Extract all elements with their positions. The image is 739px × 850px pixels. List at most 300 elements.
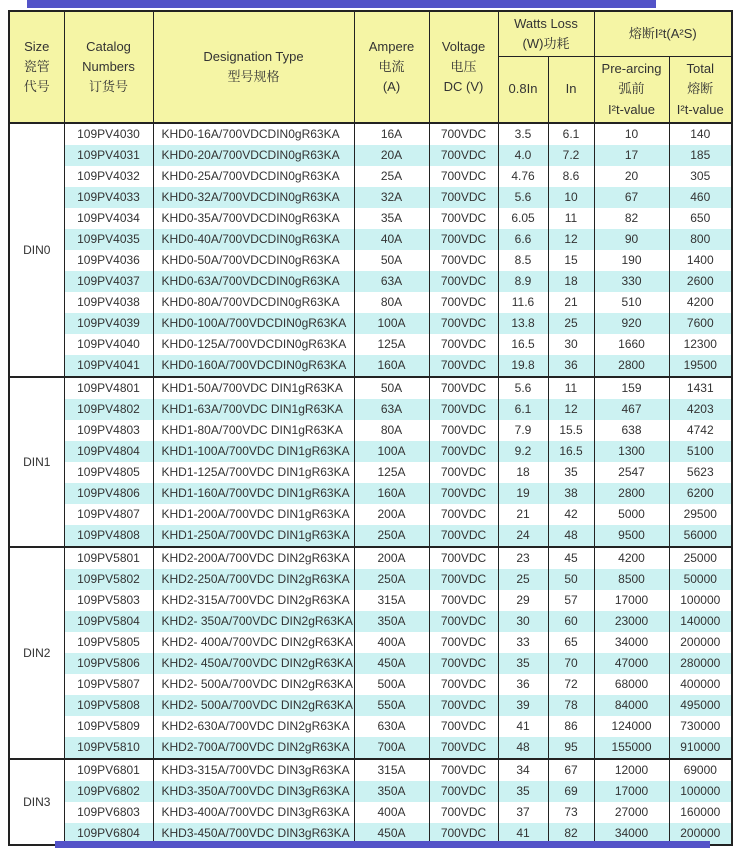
watts-loss-in-cell: 95 bbox=[548, 737, 594, 759]
watts-loss-0.8in-cell: 5.6 bbox=[498, 187, 548, 208]
header-line: Voltage bbox=[441, 38, 486, 54]
voltage-cell: 700VDC bbox=[429, 525, 498, 547]
header-line: 瓷管 bbox=[23, 58, 50, 74]
voltage-cell: 700VDC bbox=[429, 355, 498, 377]
header-line: 熔断I²t(A²S) bbox=[628, 26, 697, 42]
ampere-cell: 40A bbox=[354, 229, 429, 250]
ampere-cell: 350A bbox=[354, 611, 429, 632]
pre-arcing-i2t-cell: 17000 bbox=[594, 781, 669, 802]
voltage-cell: 700VDC bbox=[429, 292, 498, 313]
table-row bbox=[9, 166, 732, 187]
table-row bbox=[9, 292, 732, 313]
watts-loss-0.8in-cell: 8.5 bbox=[498, 250, 548, 271]
pre-arcing-i2t-cell: 2547 bbox=[594, 462, 669, 483]
total-i2t-cell: 185 bbox=[669, 145, 732, 166]
pre-arcing-i2t-cell: 23000 bbox=[594, 611, 669, 632]
watts-loss-0.8in-cell: 18 bbox=[498, 462, 548, 483]
catalog-number-cell: 109PV4807 bbox=[64, 504, 153, 525]
col-header-voltage bbox=[429, 11, 498, 123]
ampere-cell: 350A bbox=[354, 781, 429, 802]
catalog-number-cell: 109PV4806 bbox=[64, 483, 153, 504]
table-row bbox=[9, 250, 732, 271]
designation-cell: KHD0-63A/700VDCDIN0gR63KA bbox=[153, 271, 354, 292]
pre-arcing-i2t-cell: 4200 bbox=[594, 547, 669, 569]
watts-loss-0.8in-cell: 4.76 bbox=[498, 166, 548, 187]
pre-arcing-i2t-cell: 12000 bbox=[594, 759, 669, 781]
header-line: 0.8In bbox=[508, 81, 538, 97]
designation-cell: KHD1-250A/700VDC DIN1gR63KA bbox=[153, 525, 354, 547]
voltage-cell: 700VDC bbox=[429, 504, 498, 525]
watts-loss-in-cell: 36 bbox=[548, 355, 594, 377]
ampere-cell: 400A bbox=[354, 632, 429, 653]
catalog-number-cell: 109PV4039 bbox=[64, 313, 153, 334]
watts-loss-in-cell: 65 bbox=[548, 632, 594, 653]
watts-loss-in-cell: 73 bbox=[548, 802, 594, 823]
designation-cell: KHD2- 500A/700VDC DIN2gR63KA bbox=[153, 674, 354, 695]
pre-arcing-i2t-cell: 8500 bbox=[594, 569, 669, 590]
header-line: Numbers bbox=[82, 58, 135, 74]
watts-loss-0.8in-cell: 11.6 bbox=[498, 292, 548, 313]
catalog-number-cell: 109PV5804 bbox=[64, 611, 153, 632]
watts-loss-in-cell: 60 bbox=[548, 611, 594, 632]
catalog-number-cell: 109PV4041 bbox=[64, 355, 153, 377]
total-i2t-cell: 56000 bbox=[669, 525, 732, 547]
table-row bbox=[9, 632, 732, 653]
table-row bbox=[9, 547, 732, 569]
total-i2t-cell: 910000 bbox=[669, 737, 732, 759]
total-i2t-cell: 140 bbox=[669, 123, 732, 145]
top-accent-bar bbox=[27, 0, 656, 8]
designation-cell: KHD0-32A/700VDCDIN0gR63KA bbox=[153, 187, 354, 208]
watts-loss-in-cell: 42 bbox=[548, 504, 594, 525]
pre-arcing-i2t-cell: 34000 bbox=[594, 823, 669, 845]
designation-cell: KHD2- 450A/700VDC DIN2gR63KA bbox=[153, 653, 354, 674]
ampere-cell: 500A bbox=[354, 674, 429, 695]
designation-cell: KHD0-160A/700VDCDIN0gR63KA bbox=[153, 355, 354, 377]
pre-arcing-i2t-cell: 90 bbox=[594, 229, 669, 250]
watts-loss-0.8in-cell: 6.6 bbox=[498, 229, 548, 250]
pre-arcing-i2t-cell: 20 bbox=[594, 166, 669, 187]
voltage-cell: 700VDC bbox=[429, 759, 498, 781]
watts-loss-in-cell: 18 bbox=[548, 271, 594, 292]
table-row bbox=[9, 229, 732, 250]
header-line: 型号规格 bbox=[227, 68, 280, 84]
header-line: In bbox=[565, 81, 577, 97]
watts-loss-in-cell: 78 bbox=[548, 695, 594, 716]
table-row bbox=[9, 334, 732, 355]
ampere-cell: 100A bbox=[354, 313, 429, 334]
watts-loss-0.8in-cell: 23 bbox=[498, 547, 548, 569]
pre-arcing-i2t-cell: 1300 bbox=[594, 441, 669, 462]
watts-loss-0.8in-cell: 35 bbox=[498, 653, 548, 674]
total-i2t-cell: 160000 bbox=[669, 802, 732, 823]
catalog-number-cell: 109PV5801 bbox=[64, 547, 153, 569]
watts-loss-in-cell: 57 bbox=[548, 590, 594, 611]
watts-loss-in-cell: 12 bbox=[548, 229, 594, 250]
pre-arcing-i2t-cell: 467 bbox=[594, 399, 669, 420]
total-i2t-cell: 6200 bbox=[669, 483, 732, 504]
table-row bbox=[9, 759, 732, 781]
pre-arcing-i2t-cell: 155000 bbox=[594, 737, 669, 759]
watts-loss-0.8in-cell: 6.1 bbox=[498, 399, 548, 420]
voltage-cell: 700VDC bbox=[429, 695, 498, 716]
watts-loss-in-cell: 11 bbox=[548, 208, 594, 229]
designation-cell: KHD1-125A/700VDC DIN1gR63KA bbox=[153, 462, 354, 483]
watts-loss-in-cell: 50 bbox=[548, 569, 594, 590]
table-row bbox=[9, 695, 732, 716]
ampere-cell: 630A bbox=[354, 716, 429, 737]
catalog-number-cell: 109PV4805 bbox=[64, 462, 153, 483]
ampere-cell: 200A bbox=[354, 504, 429, 525]
ampere-cell: 315A bbox=[354, 759, 429, 781]
voltage-cell: 700VDC bbox=[429, 229, 498, 250]
catalog-number-cell: 109PV6801 bbox=[64, 759, 153, 781]
watts-loss-0.8in-cell: 24 bbox=[498, 525, 548, 547]
col-header-in bbox=[548, 57, 594, 123]
voltage-cell: 700VDC bbox=[429, 462, 498, 483]
pre-arcing-i2t-cell: 68000 bbox=[594, 674, 669, 695]
designation-cell: KHD1-200A/700VDC DIN1gR63KA bbox=[153, 504, 354, 525]
header-line: Designation Type bbox=[203, 48, 304, 64]
watts-loss-0.8in-cell: 3.5 bbox=[498, 123, 548, 145]
watts-loss-in-cell: 15.5 bbox=[548, 420, 594, 441]
header-line: Total bbox=[686, 61, 714, 77]
voltage-cell: 700VDC bbox=[429, 653, 498, 674]
watts-loss-0.8in-cell: 4.0 bbox=[498, 145, 548, 166]
table-row bbox=[9, 420, 732, 441]
header-line: 熔断 bbox=[687, 81, 714, 97]
table-row bbox=[9, 145, 732, 166]
designation-cell: KHD2-315A/700VDC DIN2gR63KA bbox=[153, 590, 354, 611]
total-i2t-cell: 4742 bbox=[669, 420, 732, 441]
designation-cell: KHD3-450A/700VDC DIN3gR63KA bbox=[153, 823, 354, 845]
table-row bbox=[9, 399, 732, 420]
pre-arcing-i2t-cell: 1660 bbox=[594, 334, 669, 355]
total-i2t-cell: 460 bbox=[669, 187, 732, 208]
header-line: I²t-value bbox=[676, 101, 724, 117]
pre-arcing-i2t-cell: 67 bbox=[594, 187, 669, 208]
ampere-cell: 25A bbox=[354, 166, 429, 187]
voltage-cell: 700VDC bbox=[429, 250, 498, 271]
ampere-cell: 80A bbox=[354, 292, 429, 313]
ampere-cell: 315A bbox=[354, 590, 429, 611]
pre-arcing-i2t-cell: 2800 bbox=[594, 355, 669, 377]
voltage-cell: 700VDC bbox=[429, 123, 498, 145]
pre-arcing-i2t-cell: 82 bbox=[594, 208, 669, 229]
header-line: 电压 bbox=[450, 58, 477, 74]
total-i2t-cell: 50000 bbox=[669, 569, 732, 590]
table-row bbox=[9, 737, 732, 759]
ampere-cell: 450A bbox=[354, 823, 429, 845]
catalog-number-cell: 109PV4038 bbox=[64, 292, 153, 313]
designation-cell: KHD0-35A/700VDCDIN0gR63KA bbox=[153, 208, 354, 229]
catalog-number-cell: 109PV4031 bbox=[64, 145, 153, 166]
watts-loss-0.8in-cell: 41 bbox=[498, 823, 548, 845]
catalog-number-cell: 109PV4035 bbox=[64, 229, 153, 250]
watts-loss-in-cell: 8.6 bbox=[548, 166, 594, 187]
designation-cell: KHD2-250A/700VDC DIN2gR63KA bbox=[153, 569, 354, 590]
watts-loss-in-cell: 35 bbox=[548, 462, 594, 483]
watts-loss-in-cell: 67 bbox=[548, 759, 594, 781]
pre-arcing-i2t-cell: 638 bbox=[594, 420, 669, 441]
designation-cell: KHD0-20A/700VDCDIN0gR63KA bbox=[153, 145, 354, 166]
total-i2t-cell: 19500 bbox=[669, 355, 732, 377]
catalog-number-cell: 109PV5809 bbox=[64, 716, 153, 737]
watts-loss-in-cell: 69 bbox=[548, 781, 594, 802]
pre-arcing-i2t-cell: 2800 bbox=[594, 483, 669, 504]
total-i2t-cell: 29500 bbox=[669, 504, 732, 525]
watts-loss-0.8in-cell: 8.9 bbox=[498, 271, 548, 292]
total-i2t-cell: 12300 bbox=[669, 334, 732, 355]
ampere-cell: 80A bbox=[354, 420, 429, 441]
catalog-number-cell: 109PV5806 bbox=[64, 653, 153, 674]
catalog-number-cell: 109PV4804 bbox=[64, 441, 153, 462]
header-line: Catalog bbox=[86, 38, 131, 54]
pre-arcing-i2t-cell: 330 bbox=[594, 271, 669, 292]
catalog-number-cell: 109PV5805 bbox=[64, 632, 153, 653]
pre-arcing-i2t-cell: 10 bbox=[594, 123, 669, 145]
total-i2t-cell: 400000 bbox=[669, 674, 732, 695]
pre-arcing-i2t-cell: 920 bbox=[594, 313, 669, 334]
table-row bbox=[9, 462, 732, 483]
catalog-number-cell: 109PV4034 bbox=[64, 208, 153, 229]
table-row bbox=[9, 590, 732, 611]
watts-loss-0.8in-cell: 33 bbox=[498, 632, 548, 653]
table-row bbox=[9, 525, 732, 547]
watts-loss-0.8in-cell: 25 bbox=[498, 569, 548, 590]
total-i2t-cell: 200000 bbox=[669, 632, 732, 653]
ampere-cell: 16A bbox=[354, 123, 429, 145]
catalog-number-cell: 109PV4040 bbox=[64, 334, 153, 355]
designation-cell: KHD2-630A/700VDC DIN2gR63KA bbox=[153, 716, 354, 737]
fuse-spec-table bbox=[8, 10, 733, 846]
total-i2t-cell: 200000 bbox=[669, 823, 732, 845]
watts-loss-0.8in-cell: 9.2 bbox=[498, 441, 548, 462]
catalog-number-cell: 109PV5810 bbox=[64, 737, 153, 759]
watts-loss-in-cell: 25 bbox=[548, 313, 594, 334]
watts-loss-0.8in-cell: 7.9 bbox=[498, 420, 548, 441]
watts-loss-0.8in-cell: 35 bbox=[498, 781, 548, 802]
pre-arcing-i2t-cell: 9500 bbox=[594, 525, 669, 547]
bottom-accent-bar bbox=[55, 841, 710, 848]
header-line: 代号 bbox=[23, 78, 50, 94]
voltage-cell: 700VDC bbox=[429, 441, 498, 462]
table-row bbox=[9, 653, 732, 674]
catalog-number-cell: 109PV4032 bbox=[64, 166, 153, 187]
voltage-cell: 700VDC bbox=[429, 823, 498, 845]
table-row bbox=[9, 504, 732, 525]
watts-loss-in-cell: 10 bbox=[548, 187, 594, 208]
table-row bbox=[9, 483, 732, 504]
watts-loss-0.8in-cell: 19.8 bbox=[498, 355, 548, 377]
watts-loss-in-cell: 45 bbox=[548, 547, 594, 569]
total-i2t-cell: 800 bbox=[669, 229, 732, 250]
table-row bbox=[9, 313, 732, 334]
watts-loss-0.8in-cell: 37 bbox=[498, 802, 548, 823]
size-section bbox=[9, 377, 732, 547]
catalog-number-cell: 109PV4036 bbox=[64, 250, 153, 271]
pre-arcing-i2t-cell: 124000 bbox=[594, 716, 669, 737]
catalog-number-cell: 109PV6802 bbox=[64, 781, 153, 802]
total-i2t-cell: 305 bbox=[669, 166, 732, 187]
size-cell: DIN3 bbox=[9, 759, 64, 845]
total-i2t-cell: 4203 bbox=[669, 399, 732, 420]
table-row bbox=[9, 716, 732, 737]
size-section bbox=[9, 123, 732, 377]
pre-arcing-i2t-cell: 84000 bbox=[594, 695, 669, 716]
catalog-number-cell: 109PV6803 bbox=[64, 802, 153, 823]
pre-arcing-i2t-cell: 159 bbox=[594, 377, 669, 399]
voltage-cell: 700VDC bbox=[429, 271, 498, 292]
designation-cell: KHD1-80A/700VDC DIN1gR63KA bbox=[153, 420, 354, 441]
watts-loss-in-cell: 21 bbox=[548, 292, 594, 313]
voltage-cell: 700VDC bbox=[429, 399, 498, 420]
pre-arcing-i2t-cell: 510 bbox=[594, 292, 669, 313]
voltage-cell: 700VDC bbox=[429, 547, 498, 569]
catalog-number-cell: 109PV4037 bbox=[64, 271, 153, 292]
total-i2t-cell: 5623 bbox=[669, 462, 732, 483]
designation-cell: KHD0-80A/700VDCDIN0gR63KA bbox=[153, 292, 354, 313]
group-header-watts-loss bbox=[498, 11, 594, 57]
total-i2t-cell: 100000 bbox=[669, 781, 732, 802]
watts-loss-in-cell: 6.1 bbox=[548, 123, 594, 145]
header-line: 电流 bbox=[378, 58, 405, 74]
voltage-cell: 700VDC bbox=[429, 208, 498, 229]
watts-loss-in-cell: 82 bbox=[548, 823, 594, 845]
group-header-i2t bbox=[594, 11, 732, 57]
ampere-cell: 50A bbox=[354, 377, 429, 399]
voltage-cell: 700VDC bbox=[429, 802, 498, 823]
voltage-cell: 700VDC bbox=[429, 737, 498, 759]
watts-loss-0.8in-cell: 5.6 bbox=[498, 377, 548, 399]
table-row bbox=[9, 123, 732, 145]
ampere-cell: 450A bbox=[354, 653, 429, 674]
total-i2t-cell: 1431 bbox=[669, 377, 732, 399]
designation-cell: KHD0-40A/700VDCDIN0gR63KA bbox=[153, 229, 354, 250]
col-header-pre-arcing bbox=[594, 57, 669, 123]
col-header-0.8in bbox=[498, 57, 548, 123]
watts-loss-0.8in-cell: 39 bbox=[498, 695, 548, 716]
designation-cell: KHD0-125A/700VDCDIN0gR63KA bbox=[153, 334, 354, 355]
table-row bbox=[9, 187, 732, 208]
table-row bbox=[9, 271, 732, 292]
col-header-ampere bbox=[354, 11, 429, 123]
designation-cell: KHD3-400A/700VDC DIN3gR63KA bbox=[153, 802, 354, 823]
catalog-number-cell: 109PV5808 bbox=[64, 695, 153, 716]
ampere-cell: 700A bbox=[354, 737, 429, 759]
total-i2t-cell: 730000 bbox=[669, 716, 732, 737]
ampere-cell: 125A bbox=[354, 462, 429, 483]
watts-loss-in-cell: 16.5 bbox=[548, 441, 594, 462]
table-row bbox=[9, 802, 732, 823]
col-header-designation bbox=[153, 11, 354, 123]
total-i2t-cell: 69000 bbox=[669, 759, 732, 781]
voltage-cell: 700VDC bbox=[429, 781, 498, 802]
voltage-cell: 700VDC bbox=[429, 569, 498, 590]
pre-arcing-i2t-cell: 34000 bbox=[594, 632, 669, 653]
watts-loss-0.8in-cell: 41 bbox=[498, 716, 548, 737]
ampere-cell: 160A bbox=[354, 355, 429, 377]
size-section bbox=[9, 759, 732, 845]
designation-cell: KHD1-160A/700VDC DIN1gR63KA bbox=[153, 483, 354, 504]
voltage-cell: 700VDC bbox=[429, 483, 498, 504]
ampere-cell: 400A bbox=[354, 802, 429, 823]
watts-loss-0.8in-cell: 13.8 bbox=[498, 313, 548, 334]
total-i2t-cell: 140000 bbox=[669, 611, 732, 632]
header-line: 弧前 bbox=[618, 81, 645, 97]
designation-cell: KHD2- 500A/700VDC DIN2gR63KA bbox=[153, 695, 354, 716]
voltage-cell: 700VDC bbox=[429, 674, 498, 695]
designation-cell: KHD1-100A/700VDC DIN1gR63KA bbox=[153, 441, 354, 462]
designation-cell: KHD0-100A/700VDCDIN0gR63KA bbox=[153, 313, 354, 334]
total-i2t-cell: 7600 bbox=[669, 313, 732, 334]
designation-cell: KHD1-50A/700VDC DIN1gR63KA bbox=[153, 377, 354, 399]
col-header-total bbox=[669, 57, 732, 123]
designation-cell: KHD2- 400A/700VDC DIN2gR63KA bbox=[153, 632, 354, 653]
catalog-number-cell: 109PV4803 bbox=[64, 420, 153, 441]
watts-loss-0.8in-cell: 6.05 bbox=[498, 208, 548, 229]
ampere-cell: 35A bbox=[354, 208, 429, 229]
catalog-number-cell: 109PV4033 bbox=[64, 187, 153, 208]
total-i2t-cell: 495000 bbox=[669, 695, 732, 716]
pre-arcing-i2t-cell: 17000 bbox=[594, 590, 669, 611]
voltage-cell: 700VDC bbox=[429, 716, 498, 737]
catalog-number-cell: 109PV5807 bbox=[64, 674, 153, 695]
total-i2t-cell: 25000 bbox=[669, 547, 732, 569]
table-row bbox=[9, 377, 732, 399]
size-cell: DIN1 bbox=[9, 377, 64, 547]
watts-loss-0.8in-cell: 48 bbox=[498, 737, 548, 759]
ampere-cell: 63A bbox=[354, 399, 429, 420]
watts-loss-in-cell: 12 bbox=[548, 399, 594, 420]
ampere-cell: 160A bbox=[354, 483, 429, 504]
ampere-cell: 250A bbox=[354, 525, 429, 547]
ampere-cell: 63A bbox=[354, 271, 429, 292]
table-row bbox=[9, 441, 732, 462]
size-section bbox=[9, 547, 732, 759]
ampere-cell: 250A bbox=[354, 569, 429, 590]
table-row bbox=[9, 674, 732, 695]
table-row bbox=[9, 569, 732, 590]
catalog-number-cell: 109PV4802 bbox=[64, 399, 153, 420]
table-row bbox=[9, 355, 732, 377]
header-line: 订货号 bbox=[88, 78, 128, 94]
header-line: (W)功耗 bbox=[522, 36, 570, 52]
pre-arcing-i2t-cell: 17 bbox=[594, 145, 669, 166]
header-line: Size bbox=[24, 38, 50, 54]
ampere-cell: 125A bbox=[354, 334, 429, 355]
table-row bbox=[9, 781, 732, 802]
total-i2t-cell: 5100 bbox=[669, 441, 732, 462]
table-row bbox=[9, 611, 732, 632]
size-cell: DIN2 bbox=[9, 547, 64, 759]
header-line: Watts Loss bbox=[514, 16, 578, 31]
watts-loss-in-cell: 7.2 bbox=[548, 145, 594, 166]
header-line: Pre-arcing bbox=[601, 61, 662, 77]
watts-loss-0.8in-cell: 36 bbox=[498, 674, 548, 695]
pre-arcing-i2t-cell: 47000 bbox=[594, 653, 669, 674]
watts-loss-in-cell: 30 bbox=[548, 334, 594, 355]
designation-cell: KHD0-50A/700VDCDIN0gR63KA bbox=[153, 250, 354, 271]
catalog-number-cell: 109PV6804 bbox=[64, 823, 153, 845]
watts-loss-0.8in-cell: 16.5 bbox=[498, 334, 548, 355]
catalog-number-cell: 109PV5803 bbox=[64, 590, 153, 611]
size-cell: DIN0 bbox=[9, 123, 64, 377]
ampere-cell: 200A bbox=[354, 547, 429, 569]
ampere-cell: 50A bbox=[354, 250, 429, 271]
watts-loss-0.8in-cell: 19 bbox=[498, 483, 548, 504]
total-i2t-cell: 2600 bbox=[669, 271, 732, 292]
